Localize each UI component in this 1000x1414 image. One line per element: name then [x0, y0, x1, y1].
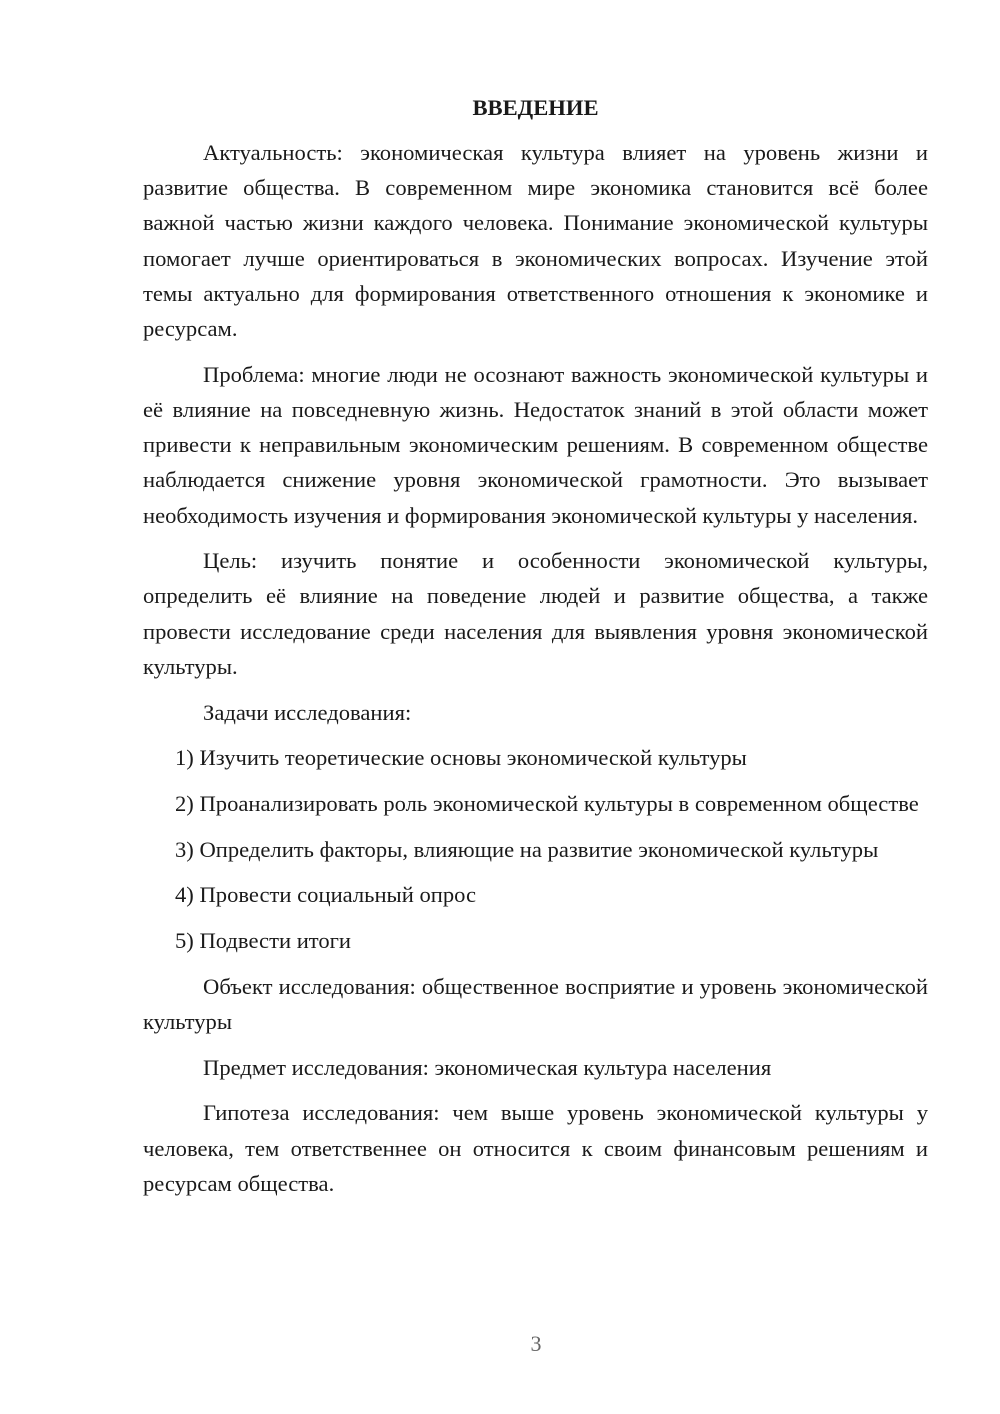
task-item-2: 2) Проанализировать роль экономической культуры в современном обществе	[175, 790, 919, 816]
page-title: ВВЕДЕНИЕ	[472, 95, 599, 120]
task-item-4: 4) Провести социальный опрос	[175, 882, 477, 908]
object-paragraph: Объект исследования: общественное восприятие и уровень экономической культуры	[143, 973, 928, 1034]
page-number: 3	[530, 1331, 542, 1356]
problem-paragraph: Проблема: многие люди не осознают важность экономической культуры и её влияние на повседневную жизнь. Недостаток знаний в этой области может привести к неправильным экономическим решениям. В современном обществе наблюдается снижение уровня экономической грамотности. Это вызывает необходимость изучения и формирования экономической культуры у населения.	[143, 361, 928, 528]
document-page	[143, 90, 928, 1211]
goal-paragraph: Цель: изучить понятие и особенности экономической культуры, определить её влияние на поведение людей и развитие общества, а также провести исследование среди населения для выявления уровня экономической культуры.	[143, 548, 928, 679]
task-item-3: 3) Определить факторы, влияющие на развитие экономической культуры	[175, 836, 879, 862]
task-item-1: 1) Изучить теоретические основы экономической культуры	[175, 745, 747, 771]
hypothesis-paragraph: Гипотеза исследования: чем выше уровень экономической культуры у человека, тем ответственнее он относится к своим финансовым решениям и ресурсам общества.	[143, 1100, 928, 1196]
tasks-heading: Задачи исследования:	[203, 699, 412, 725]
task-item-5: 5) Подвести итоги	[175, 928, 352, 954]
subject-paragraph: Предмет исследования: экономическая культура населения	[203, 1054, 772, 1080]
relevance-paragraph: Актуальность: экономическая культура влияет на уровень жизни и развитие общества. В современном мире экономика становится всё более важной частью жизни каждого человека. Понимание экономической культуры помогает лучше ориентироваться в экономических вопросах. Изучение этой темы актуально для формирования ответственного отношения к экономике и ресурсам.	[143, 140, 928, 342]
